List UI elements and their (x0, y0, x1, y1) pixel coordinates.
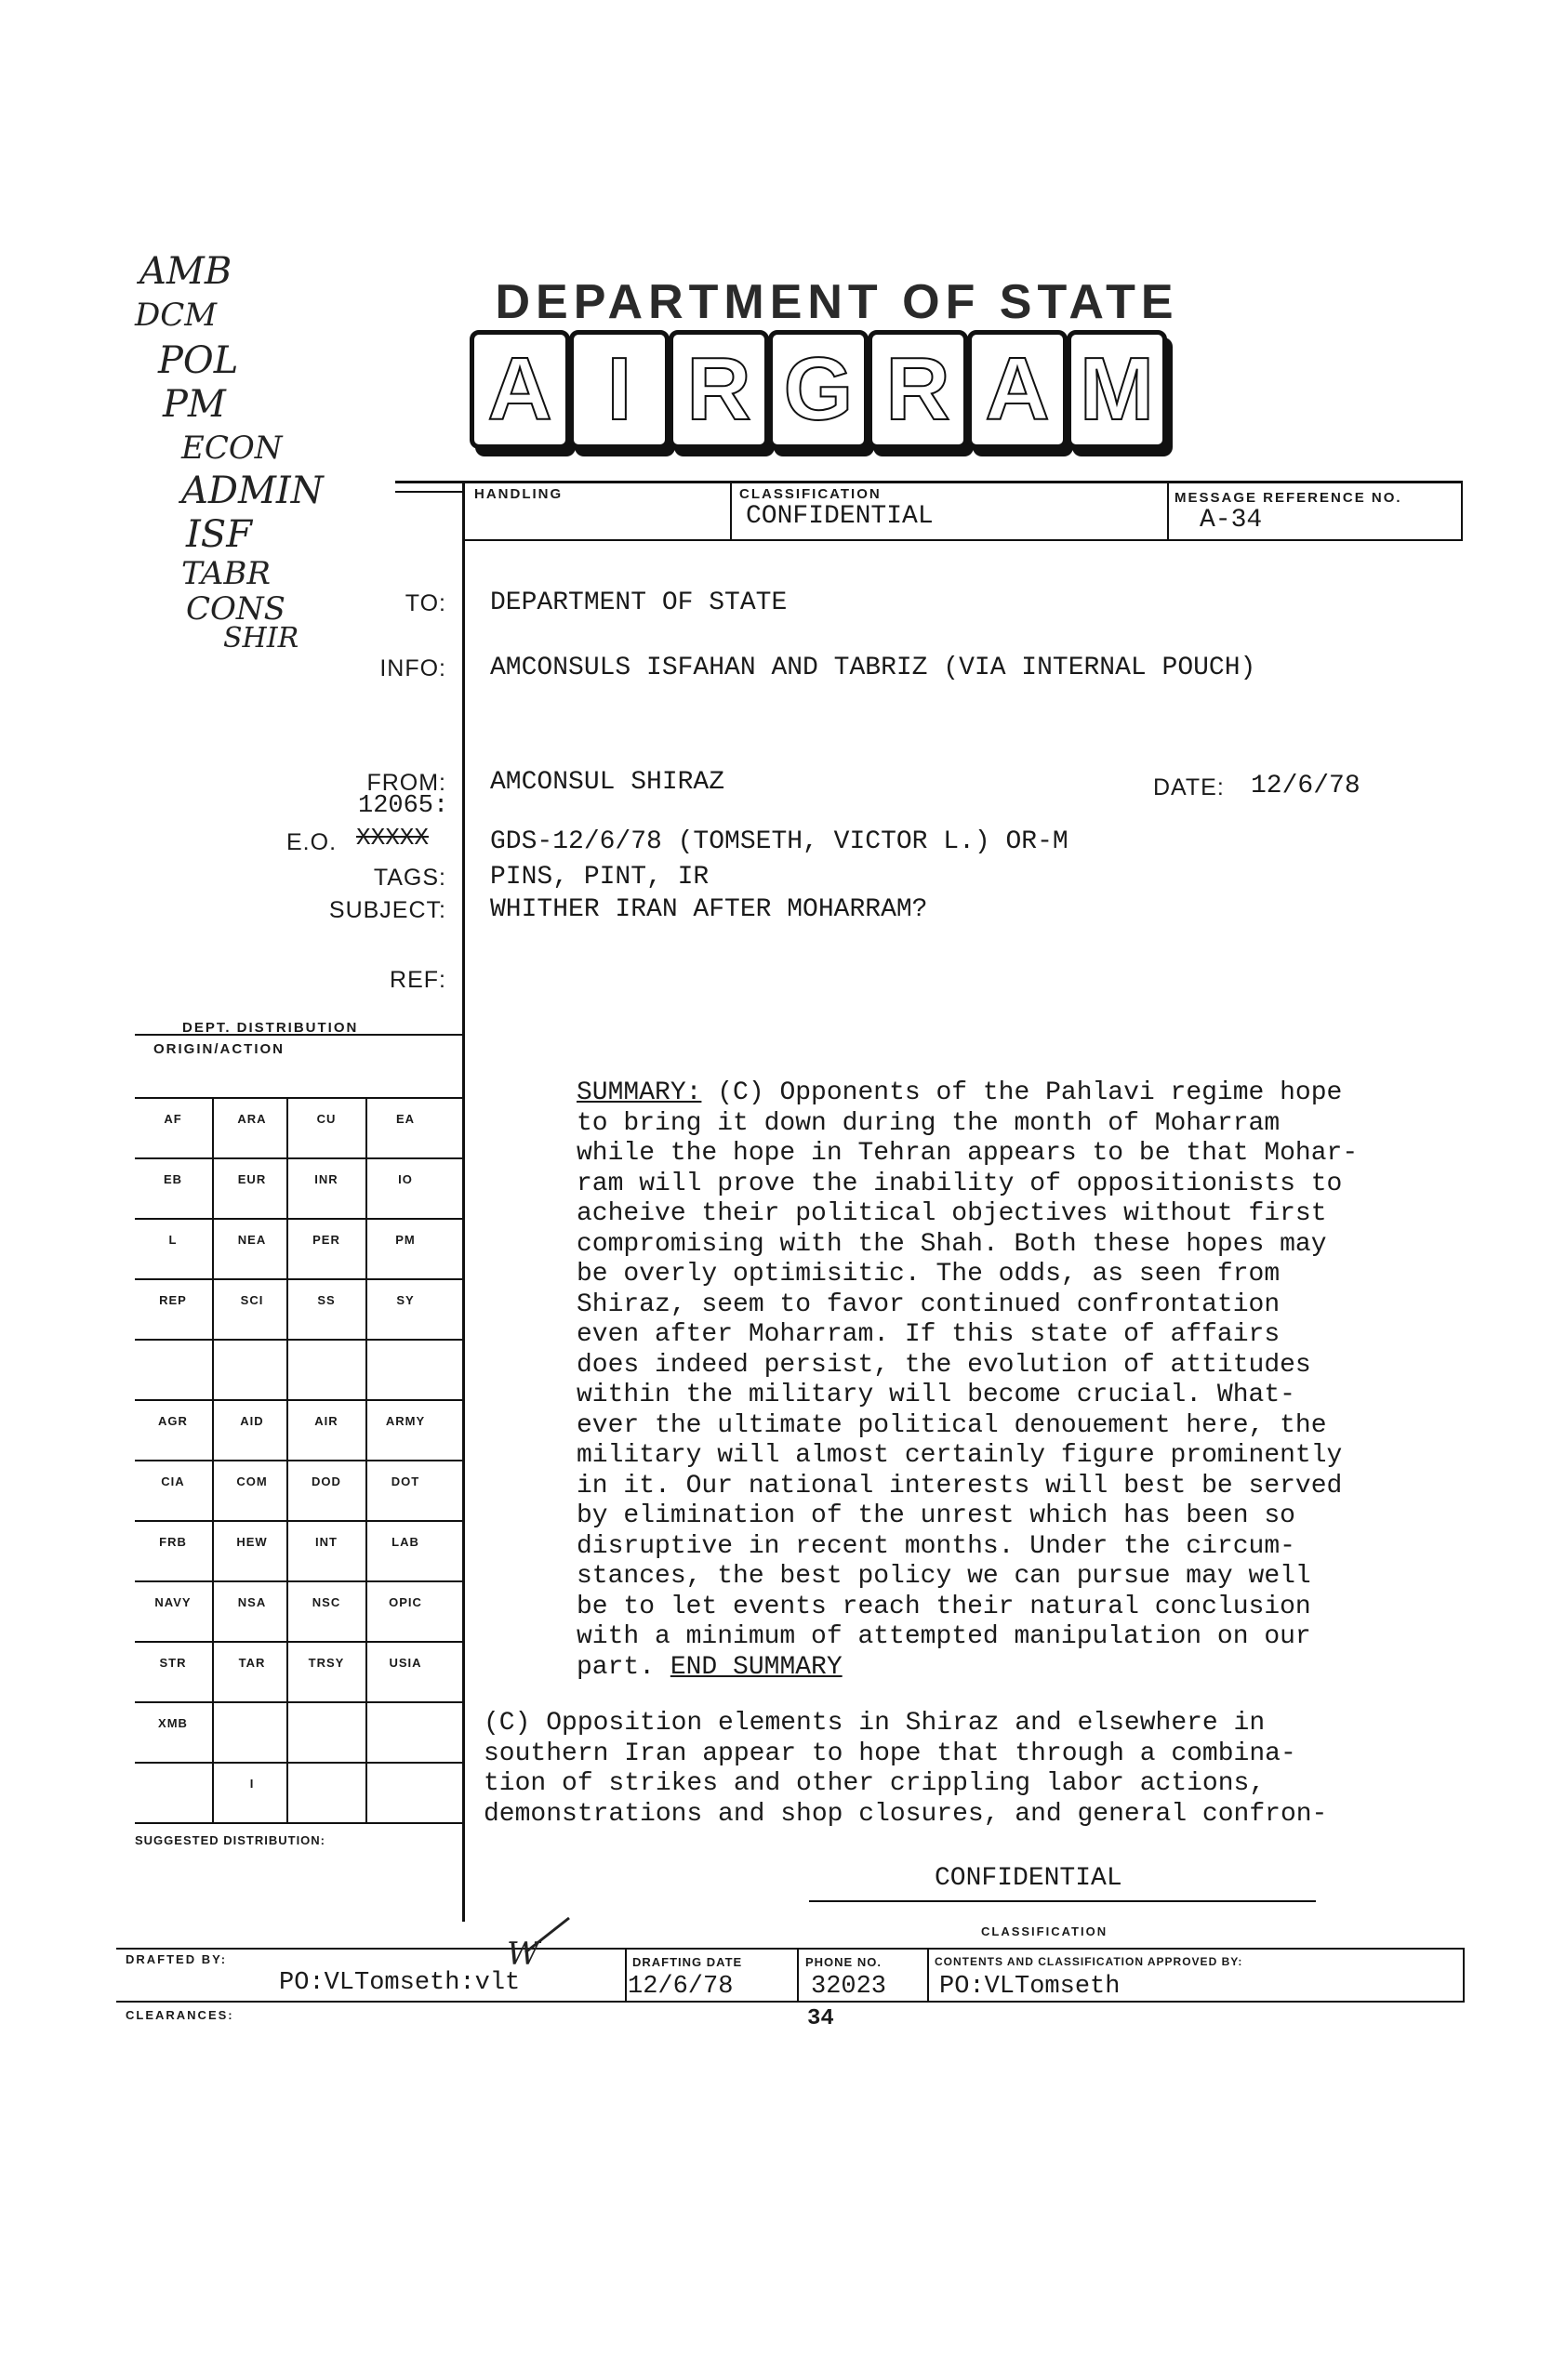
distribution-cell: DOD (312, 1474, 341, 1488)
summary-lines (577, 1109, 1358, 1653)
distribution-cell: PM (395, 1233, 416, 1247)
summary-line: by elimination of the unrest which has been so (577, 1501, 1295, 1530)
routing-admin: ADMIN (181, 469, 324, 512)
header-box-bottom-border (462, 539, 1463, 541)
routing-cons: CONS (186, 590, 285, 628)
distribution-cell: NSC (312, 1595, 341, 1609)
distribution-cell: OPIC (389, 1595, 422, 1609)
distribution-cell (288, 1764, 365, 1818)
distribution-title: DEPT. DISTRIBUTION (182, 1020, 359, 1036)
initials-flourish (521, 1913, 577, 1955)
eo-value: XXXXX (356, 824, 430, 852)
distribution-cell: NSA (237, 1595, 267, 1609)
handling-divider (730, 481, 732, 539)
summary-last-line (577, 1653, 1358, 1684)
footer-classification-rule (809, 1900, 1316, 1902)
routing-pm: PM (163, 383, 226, 426)
summary-line: ram will prove the inability of oppositionists to (577, 1169, 1343, 1198)
from-value: AMCONSUL SHIRAZ (490, 768, 725, 797)
distribution-cell: IO (398, 1172, 413, 1186)
footer-divider-2 (797, 1948, 799, 2002)
distribution-cell: L (168, 1233, 178, 1247)
ref-label: REF: (390, 967, 446, 993)
distribution-cell: SS (317, 1293, 336, 1307)
airgram-letter: I (569, 330, 670, 449)
tags-value: PINS, PINT, IR (490, 863, 710, 892)
distribution-cell: LAB (392, 1535, 419, 1549)
distribution-cell: DOT (391, 1474, 420, 1488)
footer-right-border (1463, 1948, 1465, 2002)
summary-line: while the hope in Tehran appears to be that Mohar- (577, 1139, 1359, 1168)
distribution-cell: USIA (389, 1656, 422, 1670)
footer-top-rule (116, 1948, 1465, 1950)
from-label: FROM: (366, 770, 446, 796)
distribution-cell: AF (164, 1112, 182, 1126)
routing-amb: AMB (139, 250, 232, 293)
summary-first-text: (C) Opponents of the Pahlavi regime hope (717, 1078, 1343, 1107)
distribution-cell: CU (316, 1112, 337, 1126)
airgram-letter: M (1067, 330, 1167, 449)
info-value: AMCONSULS ISFAHAN AND TABRIZ (VIA INTERNAL POUCH) (490, 654, 1256, 682)
drafting-date-label: DRAFTING DATE (632, 1955, 743, 1969)
distribution-cell: AIR (314, 1414, 338, 1428)
drafted-by-label: DRAFTED BY: (126, 1952, 228, 1966)
distribution-cell: AID (240, 1414, 264, 1428)
distribution-cell: ARMY (385, 1414, 426, 1428)
phone-value: 32023 (811, 1973, 887, 2001)
summary-line: even after Moharram. If this state of affairs (577, 1320, 1281, 1349)
clearances-label: CLEARANCES: (126, 2008, 234, 2022)
header-box-top-border (395, 481, 1463, 483)
form-vertical-rule (462, 481, 465, 1922)
airgram-letter: A (967, 330, 1068, 449)
summary-last-prefix: part. (577, 1652, 670, 1682)
distribution-cell: EUR (237, 1172, 267, 1186)
airgram-letter: R (868, 330, 968, 449)
summary-line: Shiraz, seem to favor continued confrontation (577, 1289, 1281, 1319)
paragraph-line: (C) Opposition elements in Shiraz and elsewhere in (484, 1709, 1266, 1738)
drafting-date-value: 12/6/78 (628, 1973, 734, 2001)
page-number: 34 (807, 2006, 834, 2031)
drafter-initials: W (507, 1936, 539, 1973)
summary-line: stances, the best policy we can pursue may well (577, 1562, 1311, 1591)
footer-bottom-rule (116, 2001, 1465, 2003)
distribution-cell: COM (236, 1474, 268, 1488)
message-reference-label: MESSAGE REFERENCE NO. (1174, 490, 1402, 506)
date-label: DATE: (1153, 774, 1225, 800)
distribution-column-rule (286, 1099, 288, 1824)
to-label: TO: (405, 590, 446, 616)
airgram-letter: G (768, 330, 869, 449)
distribution-cell: EB (163, 1172, 183, 1186)
routing-box-top-rule (395, 491, 462, 493)
message-reference-value: A-34 (1200, 506, 1263, 535)
distribution-cell: I (249, 1777, 255, 1791)
distribution-cell: TRSY (308, 1656, 345, 1670)
classification-label: CLASSIFICATION (739, 486, 882, 502)
paragraph-line: demonstrations and shop closures, and general confron- (484, 1799, 1328, 1829)
summary-line: does indeed persist, the evolution of attitudes (577, 1350, 1311, 1380)
distribution-cell: INT (315, 1535, 338, 1549)
paragraph-line: tion of strikes and other crippling labor actions, (484, 1769, 1266, 1798)
classification-divider (1167, 481, 1169, 539)
info-label: INFO: (379, 655, 446, 681)
opposition-paragraph (484, 1709, 1327, 1830)
summary-line: within the military will become crucial. What- (577, 1381, 1295, 1409)
distribution-cell: NEA (237, 1233, 267, 1247)
subject-label: SUBJECT: (328, 897, 446, 923)
distribution-cell (367, 1703, 444, 1757)
to-value: DEPARTMENT OF STATE (490, 588, 788, 617)
distribution-cell: ARA (237, 1112, 267, 1126)
footer-classification-label: CLASSIFICATION (981, 1924, 1108, 1938)
distribution-cell: STR (159, 1656, 187, 1670)
distribution-cell: HEW (236, 1535, 268, 1549)
footer-classification-value: CONFIDENTIAL (935, 1864, 1122, 1893)
tags-label: TAGS: (373, 865, 446, 891)
distribution-cell: REP (159, 1293, 187, 1307)
summary-line: compromising with the Shah. Both these hopes may (577, 1229, 1327, 1259)
summary-line: be overly optimisitic. The odds, as seen from (577, 1260, 1281, 1289)
distribution-cell: EA (395, 1112, 416, 1126)
distribution-cell (367, 1764, 444, 1818)
summary-block (577, 1078, 1358, 1683)
routing-pol: POL (158, 339, 239, 382)
airgram-letter: A (470, 330, 570, 449)
distribution-cell: AGR (158, 1414, 188, 1428)
distribution-cell: FRB (159, 1535, 187, 1549)
distribution-cell (214, 1703, 290, 1757)
approved-by-value: PO:VLTomseth (939, 1973, 1121, 2001)
distribution-subtitle: ORIGIN/ACTION (153, 1041, 285, 1057)
distribution-cell (288, 1703, 365, 1757)
summary-label: SUMMARY: (577, 1078, 702, 1107)
summary-line: with a minimum of attempted manipulation on our (577, 1622, 1311, 1651)
distribution-cell (288, 1341, 365, 1395)
subject-value: WHITHER IRAN AFTER MOHARRAM? (490, 895, 928, 924)
distribution-cell: NAVY (154, 1595, 192, 1609)
routing-shir: SHIR (223, 622, 299, 654)
message-number: 12065: (358, 792, 449, 820)
summary-line: acheive their political objectives without first (577, 1199, 1327, 1228)
distribution-column-rule (365, 1099, 367, 1824)
distribution-row-rule (135, 1822, 462, 1824)
paragraph-line: southern Iran appear to hope that through a combina- (484, 1739, 1296, 1768)
end-summary: END SUMMARY (670, 1652, 843, 1682)
routing-dcm: DCM (135, 297, 218, 334)
phone-label: PHONE NO. (805, 1955, 882, 1969)
handling-label: HANDLING (474, 486, 564, 502)
footer-divider-1 (625, 1948, 627, 2002)
approved-by-label: CONTENTS AND CLASSIFICATION APPROVED BY: (935, 1955, 1243, 1968)
distribution-cell (135, 1764, 211, 1818)
distribution-cell: CIA (161, 1474, 185, 1488)
distribution-cell (135, 1341, 211, 1395)
summary-line: to bring it down during the month of Moharram (577, 1108, 1281, 1138)
suggested-distribution-label: SUGGESTED DISTRIBUTION: (135, 1833, 326, 1847)
classification-value: CONFIDENTIAL (746, 502, 934, 531)
airgram-letter: R (669, 330, 769, 449)
routing-econ: ECON (181, 430, 283, 467)
footer-divider-3 (927, 1948, 929, 2002)
summary-line: in it. Our national interests will best be served (577, 1471, 1343, 1501)
distribution-cell: PER (312, 1233, 340, 1247)
eo-label: E.O. (286, 829, 338, 855)
eo-text: GDS-12/6/78 (TOMSETH, VICTOR L.) OR-M (490, 827, 1068, 856)
distribution-cell: TAR (238, 1656, 266, 1670)
distribution-cell: INR (314, 1172, 338, 1186)
drafted-by-value: PO:VLTomseth:vlt (279, 1969, 521, 1997)
summary-line: disruptive in recent months. Under the circum- (577, 1531, 1295, 1561)
distribution-cell: XMB (158, 1716, 188, 1730)
date-value: 12/6/78 (1251, 772, 1360, 800)
routing-tabr: TABR (181, 555, 271, 592)
department-banner: DEPARTMENT OF STATE (495, 275, 1179, 329)
summary-line: ever the ultimate political denouement here, the (577, 1410, 1327, 1440)
distribution-cell (214, 1341, 290, 1395)
distribution-cell: SCI (240, 1293, 264, 1307)
summary-line: be to let events reach their natural conclusion (577, 1592, 1311, 1621)
header-box-right-border (1461, 481, 1463, 539)
summary-first-line (577, 1078, 1358, 1109)
distribution-column-rule (212, 1099, 214, 1824)
distribution-cell: SY (396, 1293, 415, 1307)
distribution-cell (367, 1341, 444, 1395)
routing-isf: ISF (186, 513, 252, 556)
summary-line: military will almost certainly figure prominently (577, 1441, 1343, 1470)
